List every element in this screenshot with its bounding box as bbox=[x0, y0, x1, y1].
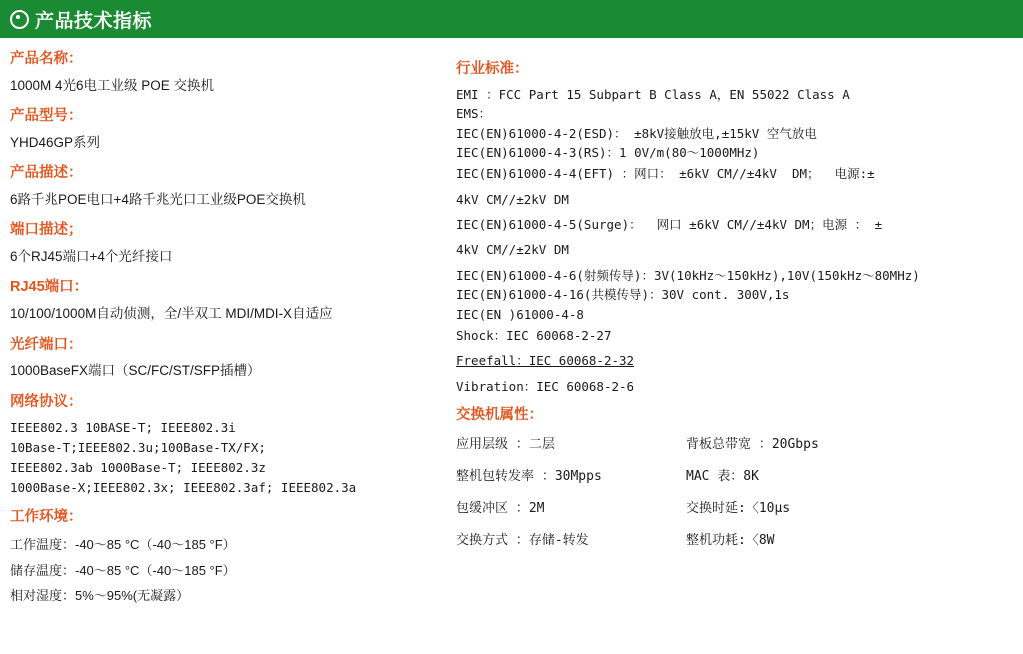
standards-lines-eft-surge bbox=[456, 164, 1023, 260]
page-title: 产品技术指标 bbox=[35, 10, 153, 32]
standard-line: IEC(EN)61000-4-5(Surge)： 网口 ±6kV CM//±4kV DM；电源 ： ± bbox=[456, 217, 883, 233]
network-protocol-lines bbox=[10, 418, 430, 498]
section-heading-network-protocol: 网络协议： bbox=[10, 393, 83, 410]
attribute-packet-forwarding-rate: 整机包转发率 ：30Mpps bbox=[456, 468, 602, 484]
section-heading-product-name: 产品名称： bbox=[10, 51, 83, 67]
standard-line: IEC(EN)61000-4-2(ESD)： ±8kV接触放电,±15kV 空气放电 bbox=[456, 125, 817, 141]
section-heading-industry-standards: 行业标准： bbox=[456, 61, 529, 77]
standard-line-shock: Shock：IEC 60068-2-27 bbox=[456, 327, 612, 343]
standard-line: IEC(EN)61000-4-4(EFT) ：网口： ±6kV CM//±4kV DM； 电源:± bbox=[456, 166, 875, 182]
switch-attributes-grid bbox=[456, 433, 1023, 548]
attribute-power-consumption: 整机功耗:〈8W bbox=[686, 532, 775, 548]
attribute-backplane-bandwidth: 背板总带宽 ：20Gbps bbox=[686, 436, 819, 452]
environment-line: 工作温度：-40～85 °C（-40～185 °F） bbox=[10, 537, 236, 553]
standard-line: IEC(EN)61000-4-6(射频传导)：3V(10kHz～150kHz),10V(150kHz～80MHz) bbox=[456, 267, 920, 283]
network-protocol-line: 1000Base-X;IEEE802.3x; IEEE802.3af; IEEE802.3a bbox=[10, 479, 357, 495]
environment-line: 相对湿度：5%～95%(无凝露） bbox=[10, 588, 190, 604]
standard-line: 4kV CM//±2kV DM bbox=[456, 191, 569, 207]
standard-line: IEC(EN)61000-4-3(RS)：1 0V/m(80～1000MHz) bbox=[456, 144, 760, 160]
standards-lines-mechanical bbox=[456, 326, 1023, 396]
attribute-switching-latency: 交换时延:〈10μs bbox=[686, 500, 791, 516]
environment-line: 储存温度：-40～85 °C（-40～185 °F） bbox=[10, 562, 236, 578]
network-protocol-line: 10Base-T;IEEE802.3u;100Base-TX/FX; bbox=[10, 439, 266, 455]
attribute-mac-table: MAC 表：8K bbox=[686, 468, 759, 484]
section-heading-rj45-port: RJ45端口： bbox=[10, 279, 89, 296]
standard-line: IEC(EN)61000-4-16(共模传导)：30V cont. 300V,1s bbox=[456, 287, 790, 303]
standard-line: 4kV CM//±2kV DM bbox=[456, 242, 569, 258]
standard-line: EMI ：FCC Part 15 Subpart B Class A，EN 55022 Class A bbox=[456, 86, 850, 102]
standard-line: IEC(EN )61000-4-8 bbox=[456, 306, 584, 322]
section-body-fiber-port: 1000BaseFX端口（SC/FC/ST/SFP插槽） bbox=[10, 363, 261, 379]
section-body-product-name: 1000M 4光6电工业级 POE 交换机 bbox=[10, 77, 215, 93]
right-column bbox=[430, 50, 1023, 608]
section-body-product-description: 6路千兆POE电口+4路千兆光口工业级POE交换机 bbox=[10, 192, 306, 208]
standards-lines-conducted bbox=[456, 266, 1023, 324]
standard-line-freefall: Freefall：IEC 60068-2-32 bbox=[456, 353, 635, 369]
section-body-port-description: 6个RJ45端口+4个光纤接口 bbox=[10, 249, 173, 265]
standard-line: EMS： bbox=[456, 106, 492, 122]
section-heading-fiber-port: 光纤端口： bbox=[10, 336, 83, 353]
left-column bbox=[0, 50, 430, 608]
section-heading-product-model: 产品型号： bbox=[10, 108, 83, 125]
spec-body bbox=[0, 38, 1023, 608]
network-protocol-line: IEEE802.3ab 1000Base-T; IEEE802.3z bbox=[10, 459, 266, 475]
attribute-packet-buffer: 包缓冲区 ：2M bbox=[456, 500, 545, 516]
section-heading-working-environment: 工作环境： bbox=[10, 508, 83, 525]
network-protocol-line: IEEE802.3 10BASE-T; IEEE802.3i bbox=[10, 419, 236, 435]
circle-dot-icon bbox=[10, 10, 29, 29]
working-environment-lines bbox=[10, 532, 430, 608]
standards-lines-primary bbox=[456, 85, 1023, 163]
section-body-product-model: YHD46GP系列 bbox=[10, 134, 101, 150]
section-heading-product-description: 产品描述： bbox=[10, 165, 83, 182]
standard-line-vibration: Vibration：IEC 60068-2-6 bbox=[456, 378, 635, 394]
section-heading-switch-attributes: 交换机属性： bbox=[456, 407, 543, 424]
section-body-rj45-port: 10/100/1000M自动侦测，全/半双工 MDI/MDI-X自适应 bbox=[10, 306, 333, 322]
attribute-application-layer: 应用层级 ：二层 bbox=[456, 436, 555, 452]
section-heading-port-description: 端口描述； bbox=[10, 222, 83, 239]
page-header-bar bbox=[0, 0, 1023, 38]
attribute-switching-mode: 交换方式 ：存储-转发 bbox=[456, 532, 589, 548]
